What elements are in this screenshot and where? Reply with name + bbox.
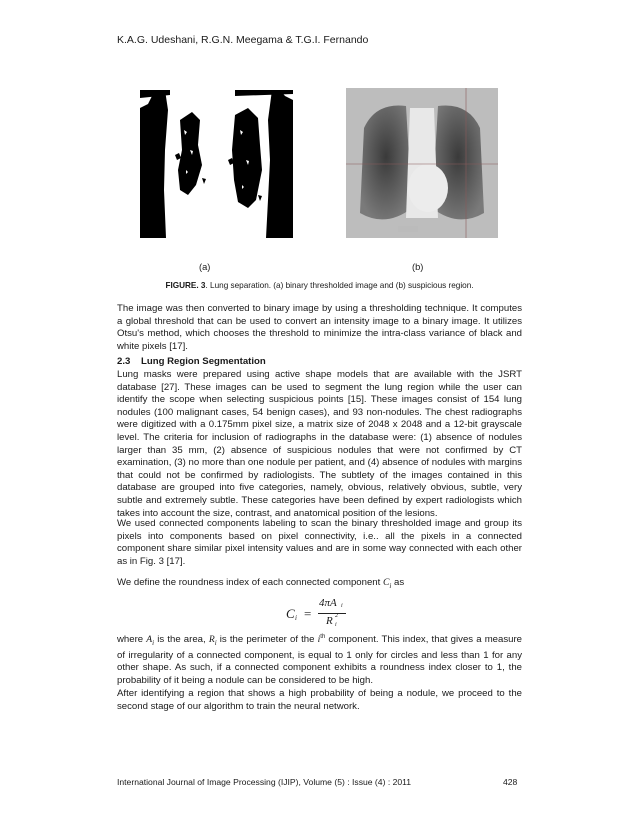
section-heading <box>117 356 522 369</box>
p5-th: th <box>320 634 326 640</box>
figure-label-a: (a) <box>199 262 211 272</box>
formula-lhs: C <box>286 606 295 621</box>
section-number: 2.3 <box>117 356 131 367</box>
p5-ith: i <box>317 634 321 646</box>
formula-denominator-sup: 2 <box>335 613 338 619</box>
paragraph-thresholding: The image was then converted to binary image by using a thresholding technique. It computes a global threshold that can be used to convert an intensity image to a binary image. It utilizes Otsu's method, which chooses the threshold to minimize the intra-class variance of black and white pixels [17]. <box>117 303 522 352</box>
p5-R: R <box>208 634 215 646</box>
formula-equals: = <box>304 606 312 621</box>
formula-numerator-sub: i <box>341 603 343 609</box>
roundness-intro-var: C <box>382 577 390 588</box>
page-number: 428 <box>503 777 518 787</box>
p5-b: is the area, <box>154 634 209 646</box>
fraction-bar <box>318 613 346 614</box>
roundness-intro-sub: i <box>389 581 392 590</box>
footer-journal: International Journal of Image Processing (IJIP), Volume (5) : Issue (4) : 2011 <box>117 777 412 787</box>
paragraph-connected-components: We used connected components labeling to scan the binary thresholded image and group its pixels into components based on pixel connectivity, i.e.. all the pixels in a connected component share similar pixel intensity values and are in some way connected with each other as in Fig. 3 [17]. <box>117 518 522 567</box>
figure-3a-binary-image <box>140 90 293 238</box>
roundness-intro-text: We define the roundness index of each connected component <box>117 577 383 588</box>
running-header: K.A.G. Udeshani, R.G.N. Meegama & T.G.I. Fernando <box>117 34 369 46</box>
formula-lhs-sub: i <box>295 614 297 622</box>
paragraph-roundness-intro <box>117 577 522 593</box>
formula-denominator: R <box>326 615 333 627</box>
paragraph-next-stage: After identifying a region that shows a high probability of being a nodule, we proceed to the second stage of our algorithm to train the neural network. <box>117 688 522 712</box>
p5-Ai: i <box>152 639 155 648</box>
section-title: Lung Region Segmentation <box>141 356 266 367</box>
formula-numerator: 4πA <box>319 597 337 609</box>
figure-label-b: (b) <box>412 262 424 272</box>
paragraph-roundness-explanation <box>117 631 522 687</box>
p5-d: component. This index, that gives a measure of irregularity of a connected component, is equal to 1 only for circles and less than 1 for any other shape. As such, if a connected component exhibits a roundness index closer to 1, the probability of it being a nodule can be considered to be high. <box>117 634 523 686</box>
figure-caption-text: . Lung separation. (a) binary thresholded image and (b) suspicious region. <box>205 281 474 290</box>
p5-a: where <box>117 634 147 646</box>
figure-caption <box>117 281 522 290</box>
p5-c: is the perimeter of the <box>216 634 318 646</box>
figure-3b-chest-radiograph <box>346 88 498 238</box>
roundness-formula <box>286 596 356 634</box>
roundness-intro-end: as <box>391 577 405 588</box>
formula-denominator-sub: i <box>335 622 337 628</box>
p5-A: A <box>146 634 153 646</box>
figure-caption-label: FIGURE. 3 <box>165 281 206 290</box>
p5-Ri: i <box>214 639 217 648</box>
paragraph-lung-masks: Lung masks were prepared using active shape models that are available with the JSRT database [27]. These images can be used to segment the lung region while the user can identify the scope when selecting suspicious points [15]. These images consist of 154 lung nodules (100 malignant cases, 54 benign cases), and 93 non-nodules. The chest radiographs were digitized with a 0.175mm pixel size, a matrix size of 2048 x 2048 and a 12-bit grayscale level. The criteria for inclusion of radiographs in the database were: (1) absence of nodules larger than 35 mm, (2) absence of suspicious nodules that were not confirmed by CT examination, (3) no more than one nodule per patient, and (4) absence of nodules with margins that could not be confirmed by radiologists. The subtlety of the images contained in this database are grouped into five categories, namely, obvious, relatively obvious, subtle, very subtle and extremely subtle. These categories have been defined by expert radiologists which takes into account the size, contrast, and anatomical position of the lesions. <box>117 369 522 519</box>
